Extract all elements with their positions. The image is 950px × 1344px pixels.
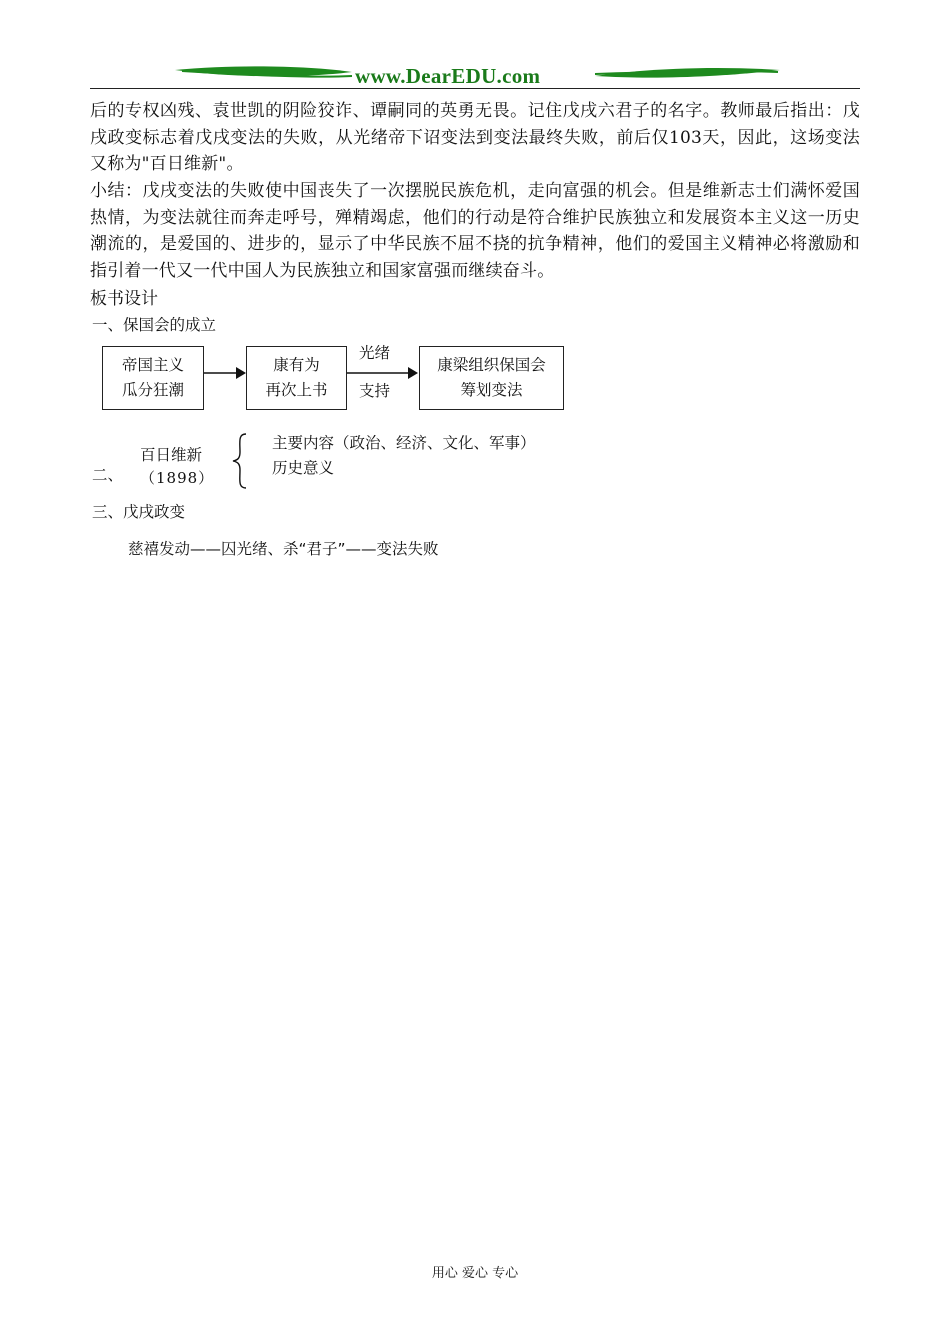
- section3-title: 三、戊戌政变: [92, 503, 186, 521]
- section2-title: 百日维新: [140, 446, 203, 464]
- section3-flow-line: 慈禧发动——囚光绪、杀“君子”——变法失败: [128, 540, 439, 558]
- flow-box-baoguohui-line2: 筹划变法: [460, 381, 523, 399]
- flow-arrows: [200, 362, 425, 384]
- site-logo-text: www.DearEDU.com: [355, 64, 541, 88]
- arrow-label-support: 支持: [359, 382, 391, 400]
- curly-brace-icon: [230, 432, 250, 490]
- flow-box-baoguohui: [419, 346, 564, 410]
- paragraph-conclusion: 后的专权凶残、袁世凯的阴险狡诈、谭嗣同的英勇无畏。记住戊戌六君子的名字。教师最后指出：戊戌政变标志着戊戌变法的失败，从光绪帝下诏变法到变法最终失败，前后仅103天，因此，这场变法又称为"百日维新"。: [90, 101, 860, 174]
- section2-item-content: 主要内容（政治、经济、文化、军事）: [272, 434, 536, 452]
- arrow-label-guangxu: 光绪: [359, 344, 391, 362]
- flow-box-imperialism-line1: 帝国主义: [121, 356, 184, 374]
- paragraph-summary: 小结：戊戌变法的失败使中国丧失了一次摆脱民族危机，走向富强的机会。但是维新志士们满怀爱国热情，为变法就往而奔走呼号，殚精竭虑，他们的行动是符合维护民族独立和发展资本主义这一历史潮流的，是爱国的、进步的，显示了中华民族不屈不挠的抗争精神，他们的爱国主义精神必将激励和指引着一代又一代中国人为民族独立和国家富强而继续奋斗。: [90, 181, 860, 281]
- section2-year: （1898）: [140, 469, 215, 487]
- flow-box-imperialism-line2: 瓜分狂潮: [121, 381, 184, 399]
- flow-box-baoguohui-line1: 康梁组织保国会: [437, 356, 546, 374]
- section2-number: 二、: [92, 466, 124, 484]
- page-footer: 用心 爱心 专心: [431, 1266, 519, 1281]
- arrow-right-icon: [347, 367, 418, 379]
- flow-box-imperialism: [102, 346, 204, 410]
- flow-box-kang-line2: 再次上书: [265, 381, 328, 399]
- header-divider: [90, 88, 860, 89]
- section1-title: 一、保国会的成立: [92, 316, 217, 334]
- flow-box-kang-line1: 康有为: [273, 356, 320, 374]
- board-design-heading: 板书设计: [90, 289, 158, 309]
- section2-item-significance: 历史意义: [272, 459, 335, 477]
- arrow-right-icon: [204, 367, 246, 379]
